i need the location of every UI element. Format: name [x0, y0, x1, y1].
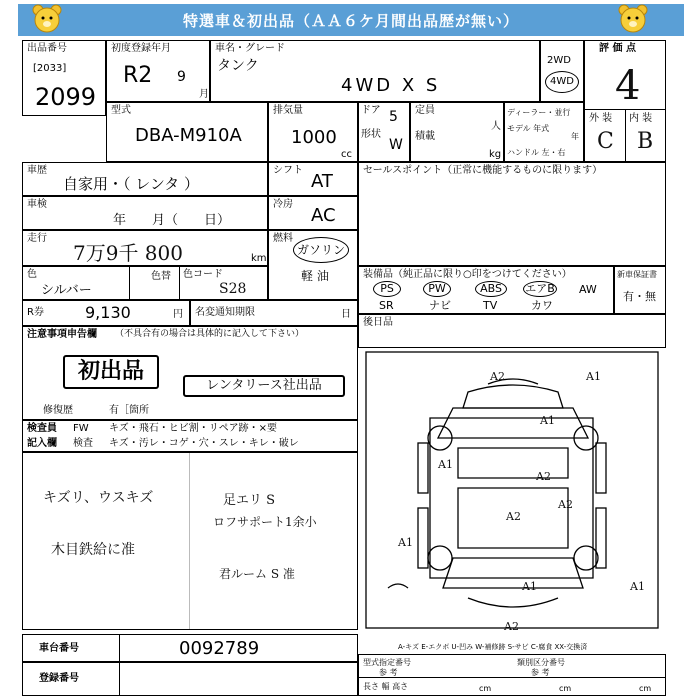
model-name: タンク: [217, 58, 259, 74]
spec-number-label: 型式指定番号: [363, 658, 411, 667]
repair-label: 修復歴: [43, 405, 73, 416]
exterior-label: 外 装: [589, 113, 613, 124]
inspector-row-2: キズ・汚レ・コゲ・穴・スレ・キレ・破レ: [109, 438, 299, 449]
handwritten-area: [22, 452, 358, 630]
equip-pw: PW: [423, 281, 451, 297]
cc-label: 排気量: [273, 105, 303, 116]
equip-leather: カワ: [531, 299, 553, 312]
mileage-label: 走行: [27, 233, 47, 244]
type-box: [106, 102, 268, 162]
cm-unit: cm: [559, 684, 572, 693]
ac-box: [268, 196, 358, 230]
trim-label: 色替: [151, 271, 171, 282]
inspector-code-1: FW: [73, 423, 89, 434]
registration-box: [22, 662, 358, 696]
chassis-label: 車台番号: [39, 643, 79, 654]
tax-label: 名変通知期限: [195, 307, 255, 318]
inspection-box: [22, 196, 268, 230]
reg-month-unit: 月: [199, 89, 209, 100]
door-box: [358, 102, 410, 162]
fuel-label: 燃料: [273, 233, 293, 244]
inspection-value: 年 月（ 日）: [113, 213, 231, 228]
equip-ps: PS: [373, 281, 401, 297]
sales-label: セールスポイント（正常に機能するものに限ります）: [363, 165, 603, 176]
cm-unit: cm: [479, 684, 492, 693]
inspector-box: [22, 420, 358, 452]
inspector-label-1: 検査員: [27, 423, 57, 434]
damage-mark: A1: [398, 536, 413, 549]
lot-box: [22, 40, 106, 116]
equip-tv: TV: [483, 299, 498, 312]
tax-box: [190, 300, 358, 326]
chassis-box: [22, 634, 358, 662]
notes-sub: （不具合有の場合は具体的に記入して下さい）: [115, 329, 305, 339]
mileage-box: [22, 230, 268, 266]
ac-label: 冷房: [273, 199, 293, 210]
type-value: DBA-M910A: [135, 125, 242, 146]
damage-mark: A2: [490, 370, 505, 383]
damage-mark: A1: [438, 458, 453, 471]
notes-box: [22, 326, 358, 420]
exterior-grade: C: [597, 129, 614, 154]
damage-mark: A2: [536, 470, 551, 483]
door-value: 5: [389, 109, 398, 125]
load-label: 積載: [415, 131, 435, 142]
door-label: ドア: [361, 105, 381, 116]
color-code-label: 色コード: [183, 269, 223, 280]
handwritten-note: キズリ、ウスキズ: [43, 490, 154, 506]
model-year-unit: 年: [571, 132, 579, 141]
damage-mark: A2: [506, 510, 521, 523]
damage-mark: A2: [558, 498, 573, 511]
chassis-value: 0092789: [179, 638, 260, 659]
warranty-value: 有・無: [623, 290, 656, 303]
r-box: [22, 300, 190, 326]
use-label: 車歴: [27, 165, 47, 176]
dealer-box: [504, 102, 584, 162]
first-listing-stamp: 初出品: [63, 355, 159, 389]
ref-label: 参 考: [531, 668, 550, 677]
banner-title: 特選車＆初出品（ＡＡ６ケ月間出品歴が無い）: [18, 4, 684, 36]
car-damage-diagram: [358, 348, 666, 632]
warranty-label: 新車保証書: [617, 270, 657, 279]
handwritten-note: 君ルーム S 准: [219, 567, 295, 581]
damage-mark: A1: [586, 370, 601, 383]
handle-label: ハンドル 左・右: [507, 148, 566, 157]
registration-label: 登録番号: [39, 673, 79, 684]
inspection-label: 車検: [27, 199, 47, 210]
color-value: シルバー: [41, 283, 92, 298]
damage-mark: A2: [504, 620, 519, 633]
size-label: 長さ 幅 高さ: [363, 682, 409, 691]
interior-label: 内 装: [629, 113, 653, 124]
handwritten-note: 足エリ S: [223, 493, 276, 508]
interior-grade: B: [637, 129, 654, 154]
use-box: [22, 162, 268, 196]
reg-month: 9: [177, 69, 186, 85]
class-number-label: 類別区分番号: [517, 658, 565, 667]
equipment-box: [358, 266, 614, 314]
capacity-label: 定員: [415, 105, 435, 116]
footer-spec-box: [358, 654, 666, 696]
capacity-unit: 人: [491, 121, 501, 132]
rear-label: 後日品: [363, 317, 393, 328]
model-label: 車名・グレード: [215, 43, 285, 54]
inspector-label-2: 記入欄: [27, 438, 57, 449]
lot-sub: [2033]: [33, 63, 67, 74]
bear-mascot-icon: [616, 2, 650, 36]
color-label: 色: [27, 269, 37, 280]
ref-label: 参 考: [379, 668, 398, 677]
body-value: W: [389, 137, 403, 153]
handwritten-note: ロフサポート1余小: [213, 515, 317, 529]
inspector-row-1: キズ・飛石・ヒビ割・リペア跡・×要: [109, 423, 277, 434]
equip-navi: ナビ: [429, 299, 451, 312]
cm-unit: cm: [639, 684, 652, 693]
bear-mascot-icon: [30, 2, 64, 36]
color-box: [22, 266, 268, 300]
score-label: 評 価 点: [599, 43, 636, 54]
cc-box: [268, 102, 358, 162]
drive-label: 2WD: [547, 55, 571, 66]
r-value: 9,130: [85, 303, 131, 322]
sales-box: [358, 162, 666, 266]
inspector-code-2: 検査: [73, 438, 93, 449]
equip-airbag: エアB: [523, 281, 557, 297]
r-label: R券: [27, 307, 44, 318]
fuel-alt: 軽 油: [301, 269, 329, 283]
type-label: 型式: [111, 105, 131, 116]
lot-number: 2099: [35, 83, 97, 111]
equip-sr: SR: [379, 299, 394, 312]
use-value: 自家用・（ レンタ ）: [63, 175, 200, 193]
load-unit: kg: [489, 149, 502, 160]
drive-value: 4WD: [545, 71, 579, 93]
cc-value: 1000: [291, 127, 337, 148]
color-code: S28: [219, 281, 247, 297]
score-value: 4: [615, 63, 641, 109]
reg-box: [106, 40, 210, 102]
grade: 4WD X S: [341, 75, 441, 96]
damage-mark: A1: [540, 414, 555, 427]
mileage-unit: km: [251, 253, 267, 264]
rental-stamp: レンタリース社出品: [183, 375, 345, 397]
mileage-value: 7万9千 800: [73, 241, 183, 265]
shift-value: AT: [311, 171, 333, 192]
body-label: 形状: [361, 129, 381, 140]
damage-mark: A1: [630, 580, 645, 593]
damage-mark: A1: [522, 580, 537, 593]
reg-label: 初度登録年月: [111, 43, 171, 54]
ac-value: AC: [311, 205, 336, 226]
reg-year: R2: [123, 63, 153, 88]
equipment-label: 装備品（純正品に限り○印をつけてください）: [363, 269, 572, 280]
lot-label: 出品番号: [27, 43, 67, 54]
drive-box: [540, 40, 584, 102]
model-box: [210, 40, 540, 102]
fuel-box: [268, 230, 358, 300]
damage-legend: A-キズ E-エクボ U-凹み W-補修跡 S-サビ C-腐食 XX-交換済: [398, 643, 588, 651]
score-box: [584, 40, 666, 162]
cc-unit: cc: [341, 149, 352, 160]
warranty-box: [614, 266, 666, 314]
dealer-label: ディーラー・並行: [507, 108, 571, 117]
fuel-value: ガソリン: [293, 237, 349, 263]
equip-abs: ABS: [475, 281, 507, 297]
model-year-label: モデル 年式: [507, 124, 550, 133]
capacity-box: [410, 102, 504, 162]
repair-value: 有［箇所: [109, 405, 149, 416]
r-unit: 円: [173, 309, 183, 320]
handwritten-note: 木目鉄給に准: [51, 542, 135, 558]
rear-box: [358, 314, 666, 348]
shift-box: [268, 162, 358, 196]
equip-aw: AW: [579, 283, 597, 296]
tax-unit: 日: [341, 309, 351, 320]
shift-label: シフト: [273, 165, 303, 176]
notes-label: 注意事項申告欄: [27, 329, 97, 340]
